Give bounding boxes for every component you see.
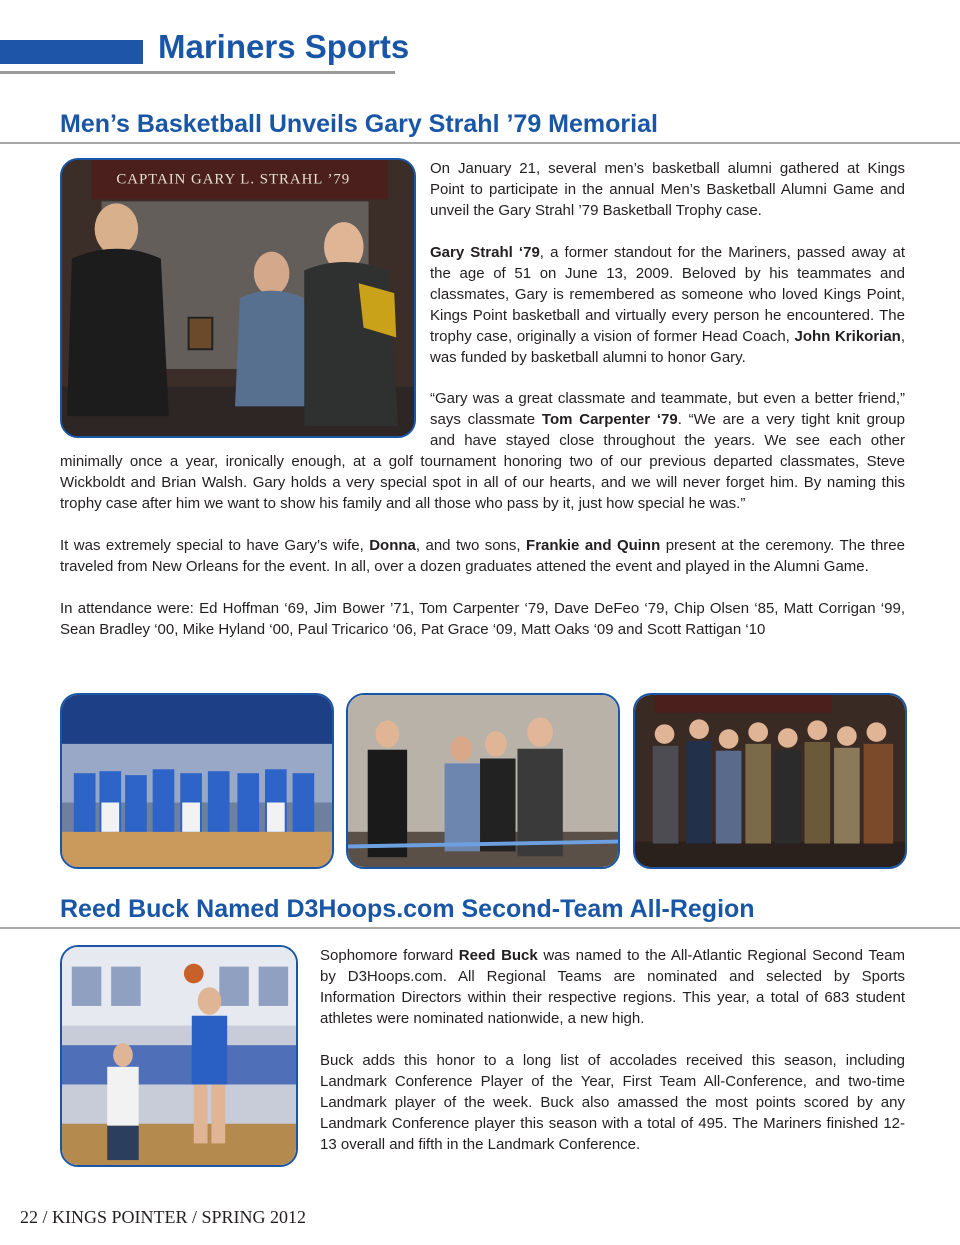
article2-body-column: [320, 945, 905, 1176]
article1-paragraph-2: [430, 242, 905, 368]
article2-paragraph-1: [320, 945, 905, 1029]
section-header-bar: [0, 40, 143, 64]
page-footer: 22 / KINGS POINTER / SPRING 2012: [20, 1207, 307, 1227]
reed-buck-photo: [60, 945, 298, 1167]
article1-intro-column: [430, 158, 905, 389]
text-span: present at the ceremony. The three traveled from New Orleans for the event. In all, over a dozen graduates attened the event and played in the Alumni Game.: [60, 537, 905, 575]
article2-paragraph-2: Buck adds this honor to a long list of accolades received this season, including Landmark Conference Player of the Year, First Team All-Conference, and two-time Landmark player of the week. Buck also amassed the most points scored by any Landmark Conference player this season with a total of 495. The Mariners finished 12-13 overall and fifth in the Landmark Conference.: [320, 1052, 905, 1153]
article1-paragraph-5: In attendance were: Ed Hoffman ‘69, Jim Bower ’71, Tom Carpenter ‘79, Dave DeFeo ‘79, Chip Olsen ‘85, Matt Corrigan ‘99, Sean Bradley ‘00, Mike Hyland ‘00, Paul Tricarico ‘06, Pat Grace ‘09, Matt Oaks ‘09 and Scott Rattigan ‘10: [60, 600, 905, 638]
text-span: It was extremely special to have Gary’s wife,: [60, 537, 370, 554]
ribbon-cutting-photo: [346, 693, 620, 869]
wrap-spacer: [60, 388, 430, 451]
text-span: Sophomore forward: [320, 947, 459, 964]
text-span: , was funded by basketball alumni to honor Gary.: [430, 328, 906, 366]
article1-body-column: [60, 388, 905, 661]
text-span: “Gary was a great classmate and teammate, but even a better friend,” says classmate: [430, 390, 905, 428]
name-tom-carpenter: Tom Carpenter ‘79: [541, 411, 678, 428]
article1-paragraph-4: [60, 535, 905, 577]
text-span: , a former standout for the Mariners, passed away at the age of 51 on June 13, 2009. Beloved by his teammates and classmates, Gary is remembered as someone who loved Kings Point, Kings Point basketball and virtually every person he encountered. The trophy case, originally a vision of former Head Coach,: [430, 244, 906, 345]
trophy-case-plaque: CAPTAIN GARY L. STRAHL ’79: [116, 171, 351, 188]
team-photo: [60, 693, 334, 869]
section-title: Mariners Sports: [158, 28, 410, 65]
text-span: was named to the All-Atlantic Regional Second Team by D3Hoops.com. All Regional Teams are nominated and selected by Sports Information Directors within their respective regions. This year, a total of 683 student athletes were nominated nationwide, a new high.: [320, 947, 905, 1027]
name-donna: Donna: [369, 537, 416, 554]
name-gary-strahl: Gary Strahl ‘79: [430, 244, 540, 261]
text-span: . “We are a very tight knit group and have stayed close throughout the years. We see each other minimally once a year, ironically enough, at a golf tournament honoring two of our previous departed classmates, Steve Wickboldt and Brian Walsh. Gary holds a very special spot in all of our hearts, and we will never forget him. By naming this trophy case after him we want to show his family and all those who pass by it, just how special he was.”: [60, 411, 905, 512]
article2-headline: Reed Buck Named D3Hoops.com Second-Team All-Region: [60, 895, 755, 923]
article2-rule: [0, 927, 960, 929]
name-reed-buck: Reed Buck: [458, 947, 538, 964]
section-header-rule: [0, 71, 395, 74]
article1-headline: Men’s Basketball Unveils Gary Strahl ’79 Memorial: [60, 110, 658, 138]
name-frankie-quinn: Frankie and Quinn: [526, 537, 661, 554]
alumni-group-photo: [633, 693, 907, 869]
article1-paragraph-1: On January 21, several men’s basketball alumni gathered at Kings Point to participate in the annual Men’s Basketball Alumni Game and unveil the Gary Strahl ’79 Basketball Trophy case.: [430, 160, 905, 219]
text-span: , and two sons,: [415, 537, 527, 554]
article1-rule: [0, 142, 960, 144]
name-john-krikorian: John Krikorian: [794, 328, 901, 345]
